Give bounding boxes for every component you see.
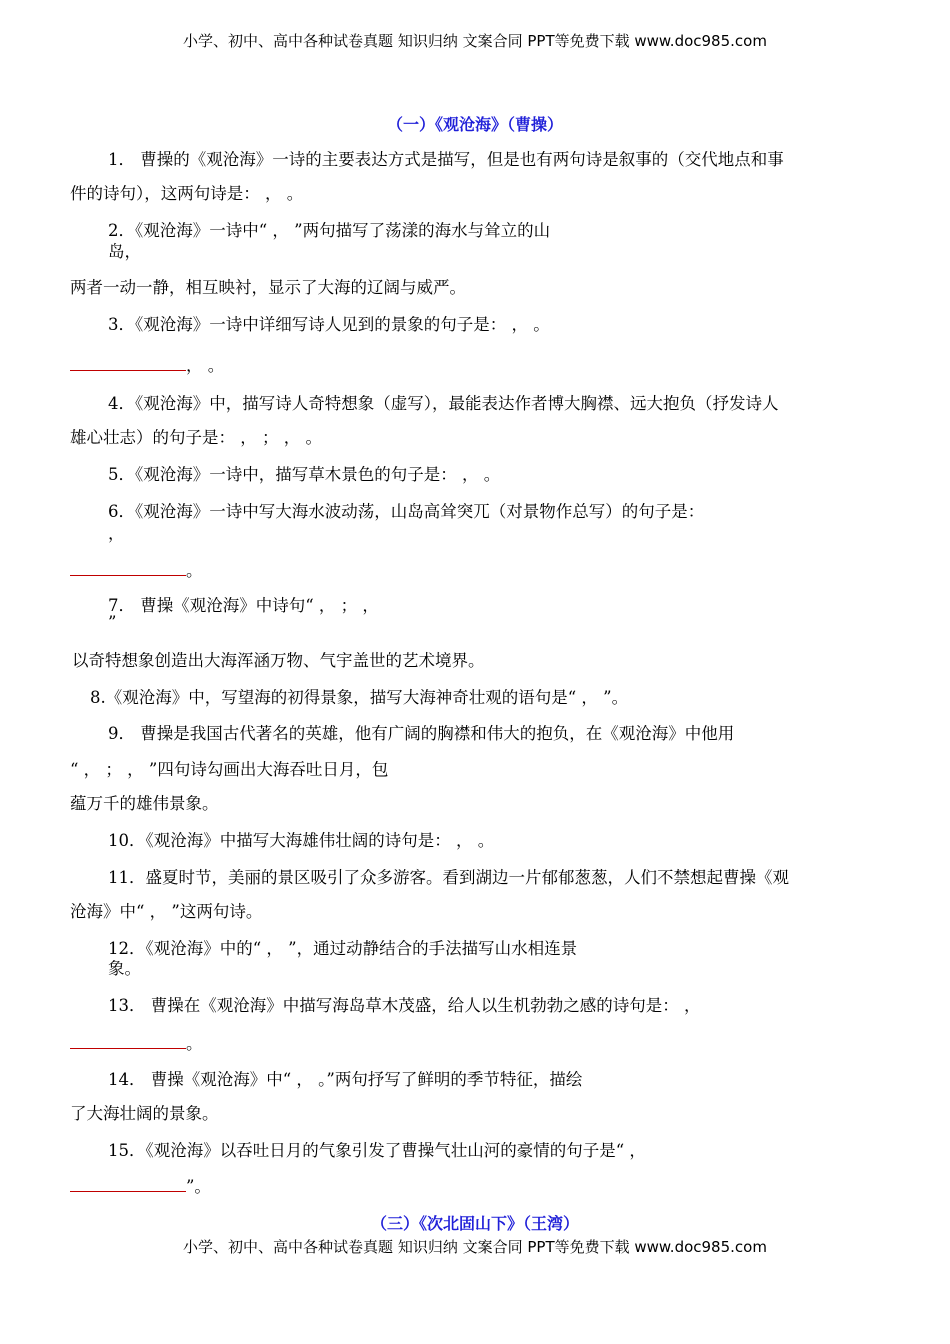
page-header: 小学、初中、高中各种试卷真题 知识归纳 文案合同 PPT等免费下载 www.doc985.com: [183, 32, 767, 50]
question-12-line-1: 12．《观沧海》中的“ ， ”，通过动静结合的手法描写山水相连景: [108, 939, 578, 958]
question-8-line-1: 8.《观沧海》中，写望海的初得景象，描写大海神奇壮观的语句是“ ， ”。: [90, 688, 629, 707]
question-2-line-2: 岛，: [108, 242, 141, 261]
question-6-line-2: ，: [108, 524, 125, 543]
question-7-line-2: ”: [108, 613, 117, 632]
question-9-line-2: “ ， ； ， ”四句诗勾画出大海吞吐日月，包: [70, 760, 389, 779]
question-11-line-2: 沧海》中“ ， ”这两句诗。: [70, 902, 263, 921]
question-15-line-2: ”。: [70, 1177, 211, 1197]
answer-blank[interactable]: [70, 561, 186, 576]
question-10-line-1: 10．《观沧海》中描写大海雄伟壮阔的诗句是： ， 。: [108, 831, 495, 850]
question-4-line-1: 4．《观沧海》中，描写诗人奇特想象（虚写），最能表达作者博大胸襟、远大抱负（抒发诗人: [108, 394, 779, 413]
question-14-line-2: 了大海壮阔的景象。: [70, 1104, 219, 1123]
answer-blank[interactable]: [70, 1177, 186, 1192]
answer-blank[interactable]: [70, 356, 186, 371]
question-6-line-1: 6．《观沧海》一诗中写大海水波动荡，山岛高耸突兀（对景物作总写）的句子是：: [108, 502, 705, 521]
section-title-guan-cang-hai: （一）《观沧海》（曹操）: [386, 115, 563, 134]
question-9-line-1: 9． 曹操是我国古代著名的英雄，他有广阔的胸襟和伟大的抱负，在《观沧海》中他用: [108, 724, 735, 743]
question-5-line-1: 5．《观沧海》一诗中，描写草木景色的句子是： ， 。: [108, 465, 501, 484]
question-9-line-3: 蕴万千的雄伟景象。: [70, 794, 219, 813]
question-1-line-1: 1． 曹操的《观沧海》一诗的主要表达方式是描写，但是也有两句诗是叙事的（交代地点和事: [108, 150, 784, 169]
question-12-line-2: 象。: [108, 959, 141, 978]
question-14-line-1: 14． 曹操《观沧海》中“ ， 。”两句抒写了鲜明的季节特征，描绘: [108, 1070, 583, 1089]
question-15-line-1: 15．《观沧海》以吞吐日月的气象引发了曹操气壮山河的豪情的句子是“ ，: [108, 1141, 646, 1160]
question-3-line-1: 3．《观沧海》一诗中详细写诗人见到的景象的句子是： ， 。: [108, 315, 550, 334]
question-13-line-2: 。: [70, 1034, 203, 1054]
question-11-line-1: 11．盛夏时节，美丽的景区吸引了众多游客。看到湖边一片郁郁葱葱，人们不禁想起曹操《观: [108, 868, 789, 887]
question-13-line-1: 13． 曹操在《观沧海》中描写海岛草木茂盛，给人以生机勃勃之感的诗句是： ，: [108, 996, 701, 1015]
question-4-line-2: 雄心壮志）的句子是： ， ； ， 。: [70, 428, 322, 447]
question-2-line-1: 2．《观沧海》一诗中“ ， ”两句描写了荡漾的海水与耸立的山: [108, 221, 551, 240]
question-6-line-3: 。: [70, 561, 203, 581]
question-3-line-2: ， 。: [70, 356, 224, 376]
question-1-line-2: 件的诗句），这两句诗是： ， 。: [70, 184, 304, 203]
page-footer: 小学、初中、高中各种试卷真题 知识归纳 文案合同 PPT等免费下载 www.doc985.com: [183, 1238, 767, 1256]
question-7-line-3: 以奇特想象创造出大海浑涵万物、气宇盖世的艺术境界。: [72, 651, 485, 670]
section-title-ci-bei-gu-shan-xia: （三）《次北固山下》（王湾）: [370, 1214, 579, 1233]
question-7-line-1: 7． 曹操《观沧海》中诗句“ ， ； ，: [108, 596, 379, 615]
answer-blank[interactable]: [70, 1034, 186, 1049]
question-2-line-3: 两者一动一静，相互映衬，显示了大海的辽阔与威严。: [70, 278, 466, 297]
